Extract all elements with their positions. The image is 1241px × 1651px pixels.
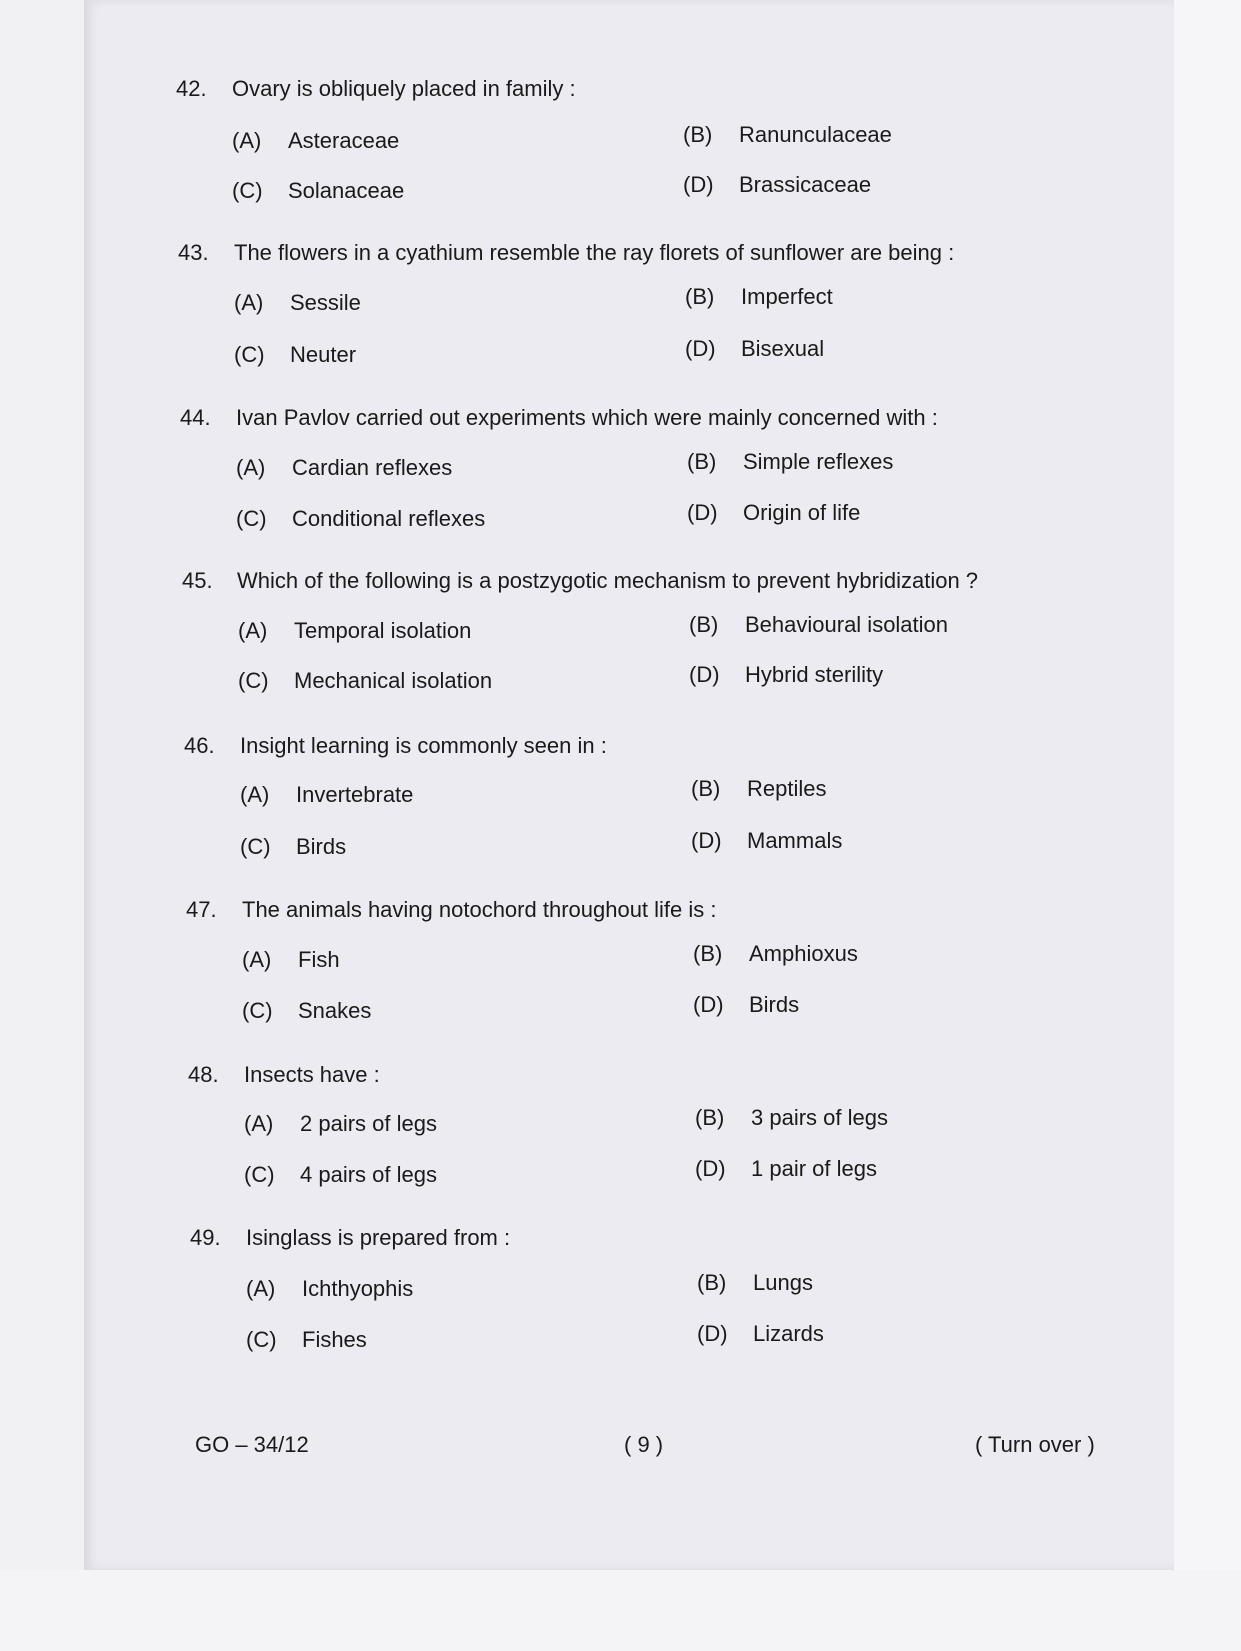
option-text: Sessile [290,290,361,315]
answer-option [238,618,471,644]
option-label: (B) [689,612,719,637]
option-label: (C) [238,668,269,693]
answer-option [246,1327,367,1353]
answer-option [689,662,883,688]
answer-option [695,1105,888,1131]
option-label: (A) [236,455,266,480]
option-text: Lizards [753,1321,824,1346]
answer-option [687,500,860,526]
option-text: Fishes [302,1327,367,1352]
answer-option [234,342,356,368]
option-label: (A) [232,128,262,153]
option-label: (B) [685,284,715,309]
option-text: Birds [749,992,800,1017]
option-text: Mechanical isolation [294,668,493,693]
answer-option [687,449,893,475]
answer-option [691,828,842,854]
option-text: Reptiles [747,776,827,801]
question-stem: Insight learning is commonly seen in : [240,733,607,758]
scan-margin-right [1174,0,1241,1651]
answer-option [242,998,371,1024]
option-text: Ranunculaceae [739,122,892,147]
option-label: (B) [687,449,717,474]
option-text: Invertebrate [296,782,414,807]
answer-option [683,172,871,198]
question-number: 45. [182,568,213,593]
question-number: 48. [188,1062,219,1087]
option-label: (C) [234,342,265,367]
answer-option [691,776,826,802]
question-stem: Which of the following is a postzygotic mechanism to prevent hybridization ? [237,568,979,593]
option-text: Fish [298,947,340,972]
option-text: Temporal isolation [294,618,472,643]
option-label: (C) [240,834,271,859]
option-label: (C) [242,998,273,1023]
answer-option [242,947,340,973]
option-label: (A) [244,1111,274,1136]
option-text: 1 pair of legs [751,1156,877,1181]
option-label: (A) [240,782,270,807]
option-label: (D) [689,662,720,687]
question-number: 49. [190,1225,221,1250]
option-text: 3 pairs of legs [751,1105,888,1130]
question-stem: Ivan Pavlov carried out experiments which were mainly concerned with : [236,405,938,430]
answer-option [232,178,404,204]
question-stem: The animals having notochord throughout life is : [242,897,717,922]
question-stem: Insects have : [244,1062,380,1087]
option-label: (A) [234,290,264,315]
option-text: Conditional reflexes [292,506,486,531]
option-label: (D) [685,336,716,361]
question-number: 47. [186,897,217,922]
question-number: 42. [176,76,207,101]
option-text: Neuter [290,342,357,367]
option-label: (C) [244,1162,275,1187]
answer-option [693,941,858,967]
question-number: 46. [184,733,215,758]
answer-option [685,284,833,310]
option-label: (C) [236,506,267,531]
option-label: (D) [687,500,718,525]
answer-option [683,122,892,148]
answer-option [244,1162,437,1188]
option-text: Imperfect [741,284,833,309]
option-label: (B) [695,1105,725,1130]
option-text: Simple reflexes [743,449,894,474]
answer-option [697,1321,824,1347]
answer-option [689,612,948,638]
option-text: Origin of life [743,500,861,525]
option-label: (A) [238,618,268,643]
option-label: (B) [683,122,713,147]
answer-option [232,128,399,154]
question-number: 44. [180,405,211,430]
option-label: (B) [697,1270,727,1295]
scan-margin-left [0,0,84,1570]
option-label: (D) [695,1156,726,1181]
turn-over-note: ( Turn over ) [975,1432,1095,1457]
option-text: Cardian reflexes [292,455,453,480]
option-text: Brassicaceae [739,172,872,197]
answer-option [240,834,346,860]
option-label: (A) [242,947,272,972]
option-label: (C) [232,178,263,203]
question-stem: Isinglass is prepared from : [246,1225,511,1250]
answer-option [246,1276,413,1302]
answer-option [693,992,799,1018]
option-text: Solanaceae [288,178,405,203]
option-text: Hybrid sterility [745,662,884,687]
option-label: (D) [683,172,714,197]
question-stem: Ovary is obliquely placed in family : [232,76,576,101]
option-label: (D) [691,828,722,853]
option-text: Mammals [747,828,843,853]
paper-code: GO – 34/12 [195,1432,309,1457]
option-label: (A) [246,1276,276,1301]
option-label: (C) [246,1327,277,1352]
option-text: 4 pairs of legs [300,1162,437,1187]
option-label: (B) [693,941,723,966]
answer-option [240,782,413,808]
option-text: 2 pairs of legs [300,1111,437,1136]
option-text: Bisexual [741,336,825,361]
answer-option [697,1270,813,1296]
option-text: Behavioural isolation [745,612,949,637]
option-text: Lungs [753,1270,813,1295]
option-label: (D) [697,1321,728,1346]
answer-option [236,455,452,481]
option-text: Ichthyophis [302,1276,414,1301]
answer-option [238,668,492,694]
question-stem: The flowers in a cyathium resemble the ray florets of sunflower are being : [234,240,955,265]
answer-option [234,290,361,316]
question-number: 43. [178,240,209,265]
option-text: Birds [296,834,347,859]
scan-margin-bottom [0,1570,1241,1651]
answer-option [685,336,824,362]
answer-option [244,1111,437,1137]
option-label: (D) [693,992,724,1017]
answer-option [695,1156,877,1182]
option-label: (B) [691,776,721,801]
option-text: Amphioxus [749,941,858,966]
option-text: Snakes [298,998,372,1023]
answer-option [236,506,485,532]
page-number: ( 9 ) [624,1432,664,1457]
option-text: Asteraceae [288,128,400,153]
